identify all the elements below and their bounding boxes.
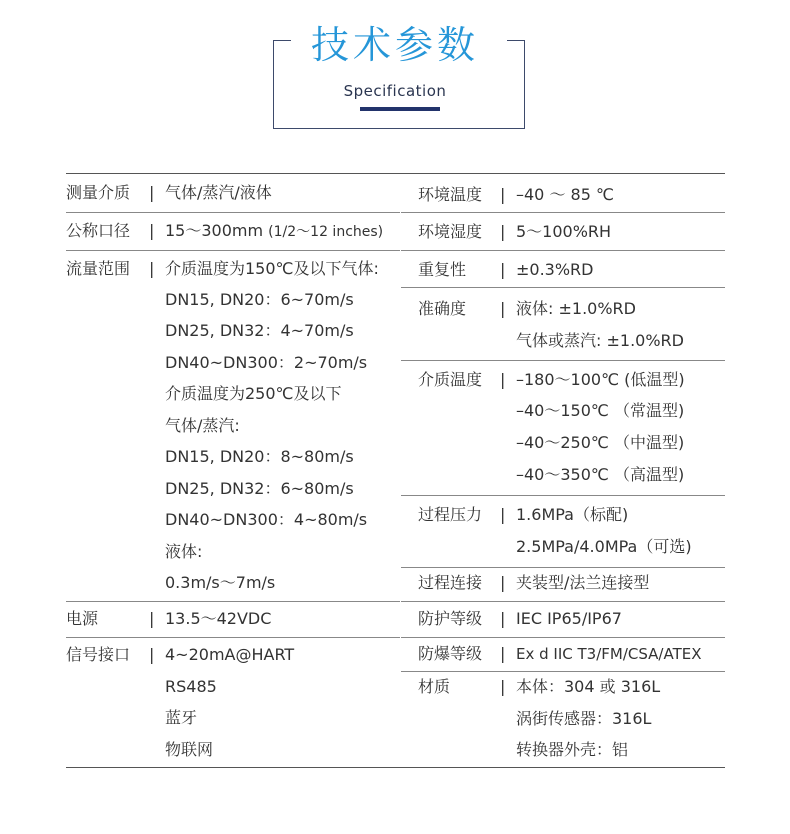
row-label-repeatability: 重复性 bbox=[418, 260, 467, 279]
row-label-diameter: 公称口径 bbox=[66, 221, 131, 240]
flow-range-line: DN15, DN20：6~70m/s bbox=[165, 290, 354, 309]
medium-temp-line: –40～250℃ （中温型) bbox=[516, 433, 685, 452]
signal-line: 蓝牙 bbox=[165, 708, 198, 727]
medium-temp-line: –40～150℃ （常温型) bbox=[516, 401, 685, 420]
row-label-explosion-proof: 防爆等级 bbox=[418, 644, 483, 663]
flow-range-line: 0.3m/s～7m/s bbox=[165, 573, 276, 592]
right-rule bbox=[401, 360, 725, 361]
row-label-signal: 信号接口 bbox=[66, 645, 131, 664]
left-rule bbox=[66, 637, 400, 638]
pressure-line: 2.5MPa/4.0MPa（可选) bbox=[516, 537, 692, 556]
separator: | bbox=[500, 260, 506, 279]
table-top-rule bbox=[66, 173, 725, 174]
right-rule bbox=[401, 212, 725, 213]
value-diameter-main: 15～300mm bbox=[165, 221, 264, 240]
separator: | bbox=[500, 505, 506, 524]
pressure-line: 1.6MPa（标配) bbox=[516, 505, 629, 524]
right-rule bbox=[401, 567, 725, 568]
signal-line: 4~20mA@HART bbox=[165, 645, 295, 664]
left-rule bbox=[66, 250, 400, 251]
separator: | bbox=[149, 221, 155, 240]
accuracy-line: 液体: ±1.0%RD bbox=[516, 299, 636, 318]
row-label-power: 电源 bbox=[66, 609, 99, 628]
right-rule bbox=[401, 637, 725, 638]
row-label-medium: 测量介质 bbox=[66, 183, 131, 202]
flow-range-line: DN15, DN20：8~80m/s bbox=[165, 447, 354, 466]
separator: | bbox=[500, 644, 506, 663]
medium-temp-line: –40～350℃ （高温型) bbox=[516, 465, 685, 484]
right-rule bbox=[401, 287, 725, 288]
value-explosion-proof: Ex d IIC T3/FM/CSA/ATEX bbox=[516, 645, 702, 663]
value-ambient-temp: –40 ～ 85 ℃ bbox=[516, 185, 614, 204]
row-label-flow-range: 流量范围 bbox=[66, 259, 131, 278]
right-rule bbox=[401, 601, 725, 602]
value-power: 13.5～42VDC bbox=[165, 609, 272, 628]
value-diameter-note: (1/2～12 inches) bbox=[268, 224, 384, 240]
material-line: 转换器外壳：铝 bbox=[516, 740, 629, 759]
accuracy-line: 气体或蒸汽: ±1.0%RD bbox=[516, 331, 684, 350]
separator: | bbox=[500, 185, 506, 204]
signal-line: 物联网 bbox=[165, 740, 214, 759]
flow-range-line: 气体/蒸汽: bbox=[165, 416, 240, 435]
value-medium: 气体/蒸汽/液体 bbox=[165, 183, 272, 202]
row-label-material: 材质 bbox=[418, 677, 451, 696]
separator: | bbox=[149, 183, 155, 202]
value-protection: IEC IP65/IP67 bbox=[516, 609, 622, 628]
material-line: 本体：304 或 316L bbox=[516, 677, 661, 696]
separator: | bbox=[149, 645, 155, 664]
left-rule bbox=[66, 212, 400, 213]
right-rule bbox=[401, 495, 725, 496]
table-bottom-rule bbox=[66, 767, 725, 768]
page-subtitle: Specification bbox=[343, 82, 447, 100]
separator: | bbox=[500, 573, 506, 592]
row-label-humidity: 环境湿度 bbox=[418, 222, 483, 241]
value-diameter bbox=[165, 221, 383, 242]
material-line: 涡街传感器：316L bbox=[516, 709, 652, 728]
row-label-protection: 防护等级 bbox=[418, 609, 483, 628]
separator: | bbox=[149, 259, 155, 278]
frame-bottom-edge bbox=[273, 128, 525, 129]
subtitle-underline bbox=[360, 107, 440, 111]
row-label-connection: 过程连接 bbox=[418, 573, 483, 592]
row-label-accuracy: 准确度 bbox=[418, 299, 467, 318]
flow-range-line: DN40~DN300：2~70m/s bbox=[165, 353, 368, 372]
flow-range-line: DN40~DN300：4~80m/s bbox=[165, 510, 368, 529]
flow-range-line: DN25, DN32：4~70m/s bbox=[165, 321, 354, 340]
row-label-pressure: 过程压力 bbox=[418, 505, 483, 524]
separator: | bbox=[500, 370, 506, 389]
signal-line: RS485 bbox=[165, 677, 217, 696]
row-label-ambient-temp: 环境温度 bbox=[418, 185, 483, 204]
value-connection: 夹装型/法兰连接型 bbox=[516, 573, 650, 592]
separator: | bbox=[500, 222, 506, 241]
value-humidity: 5～100%RH bbox=[516, 222, 612, 241]
right-rule bbox=[401, 250, 725, 251]
separator: | bbox=[500, 299, 506, 318]
value-repeatability: ±0.3%RD bbox=[516, 260, 594, 279]
row-label-medium-temp: 介质温度 bbox=[418, 370, 483, 389]
separator: | bbox=[149, 609, 155, 628]
flow-range-line: DN25, DN32：6~80m/s bbox=[165, 479, 354, 498]
separator: | bbox=[500, 677, 506, 696]
flow-range-line: 介质温度为250℃及以下 bbox=[165, 384, 342, 403]
separator: | bbox=[500, 609, 506, 628]
medium-temp-line: –180～100℃ (低温型) bbox=[516, 370, 685, 389]
flow-range-line: 介质温度为150℃及以下气体: bbox=[165, 259, 379, 278]
right-rule bbox=[401, 671, 725, 672]
left-rule bbox=[66, 601, 400, 602]
flow-range-line: 液体: bbox=[165, 542, 203, 561]
page-title: 技术参数 bbox=[310, 23, 479, 67]
